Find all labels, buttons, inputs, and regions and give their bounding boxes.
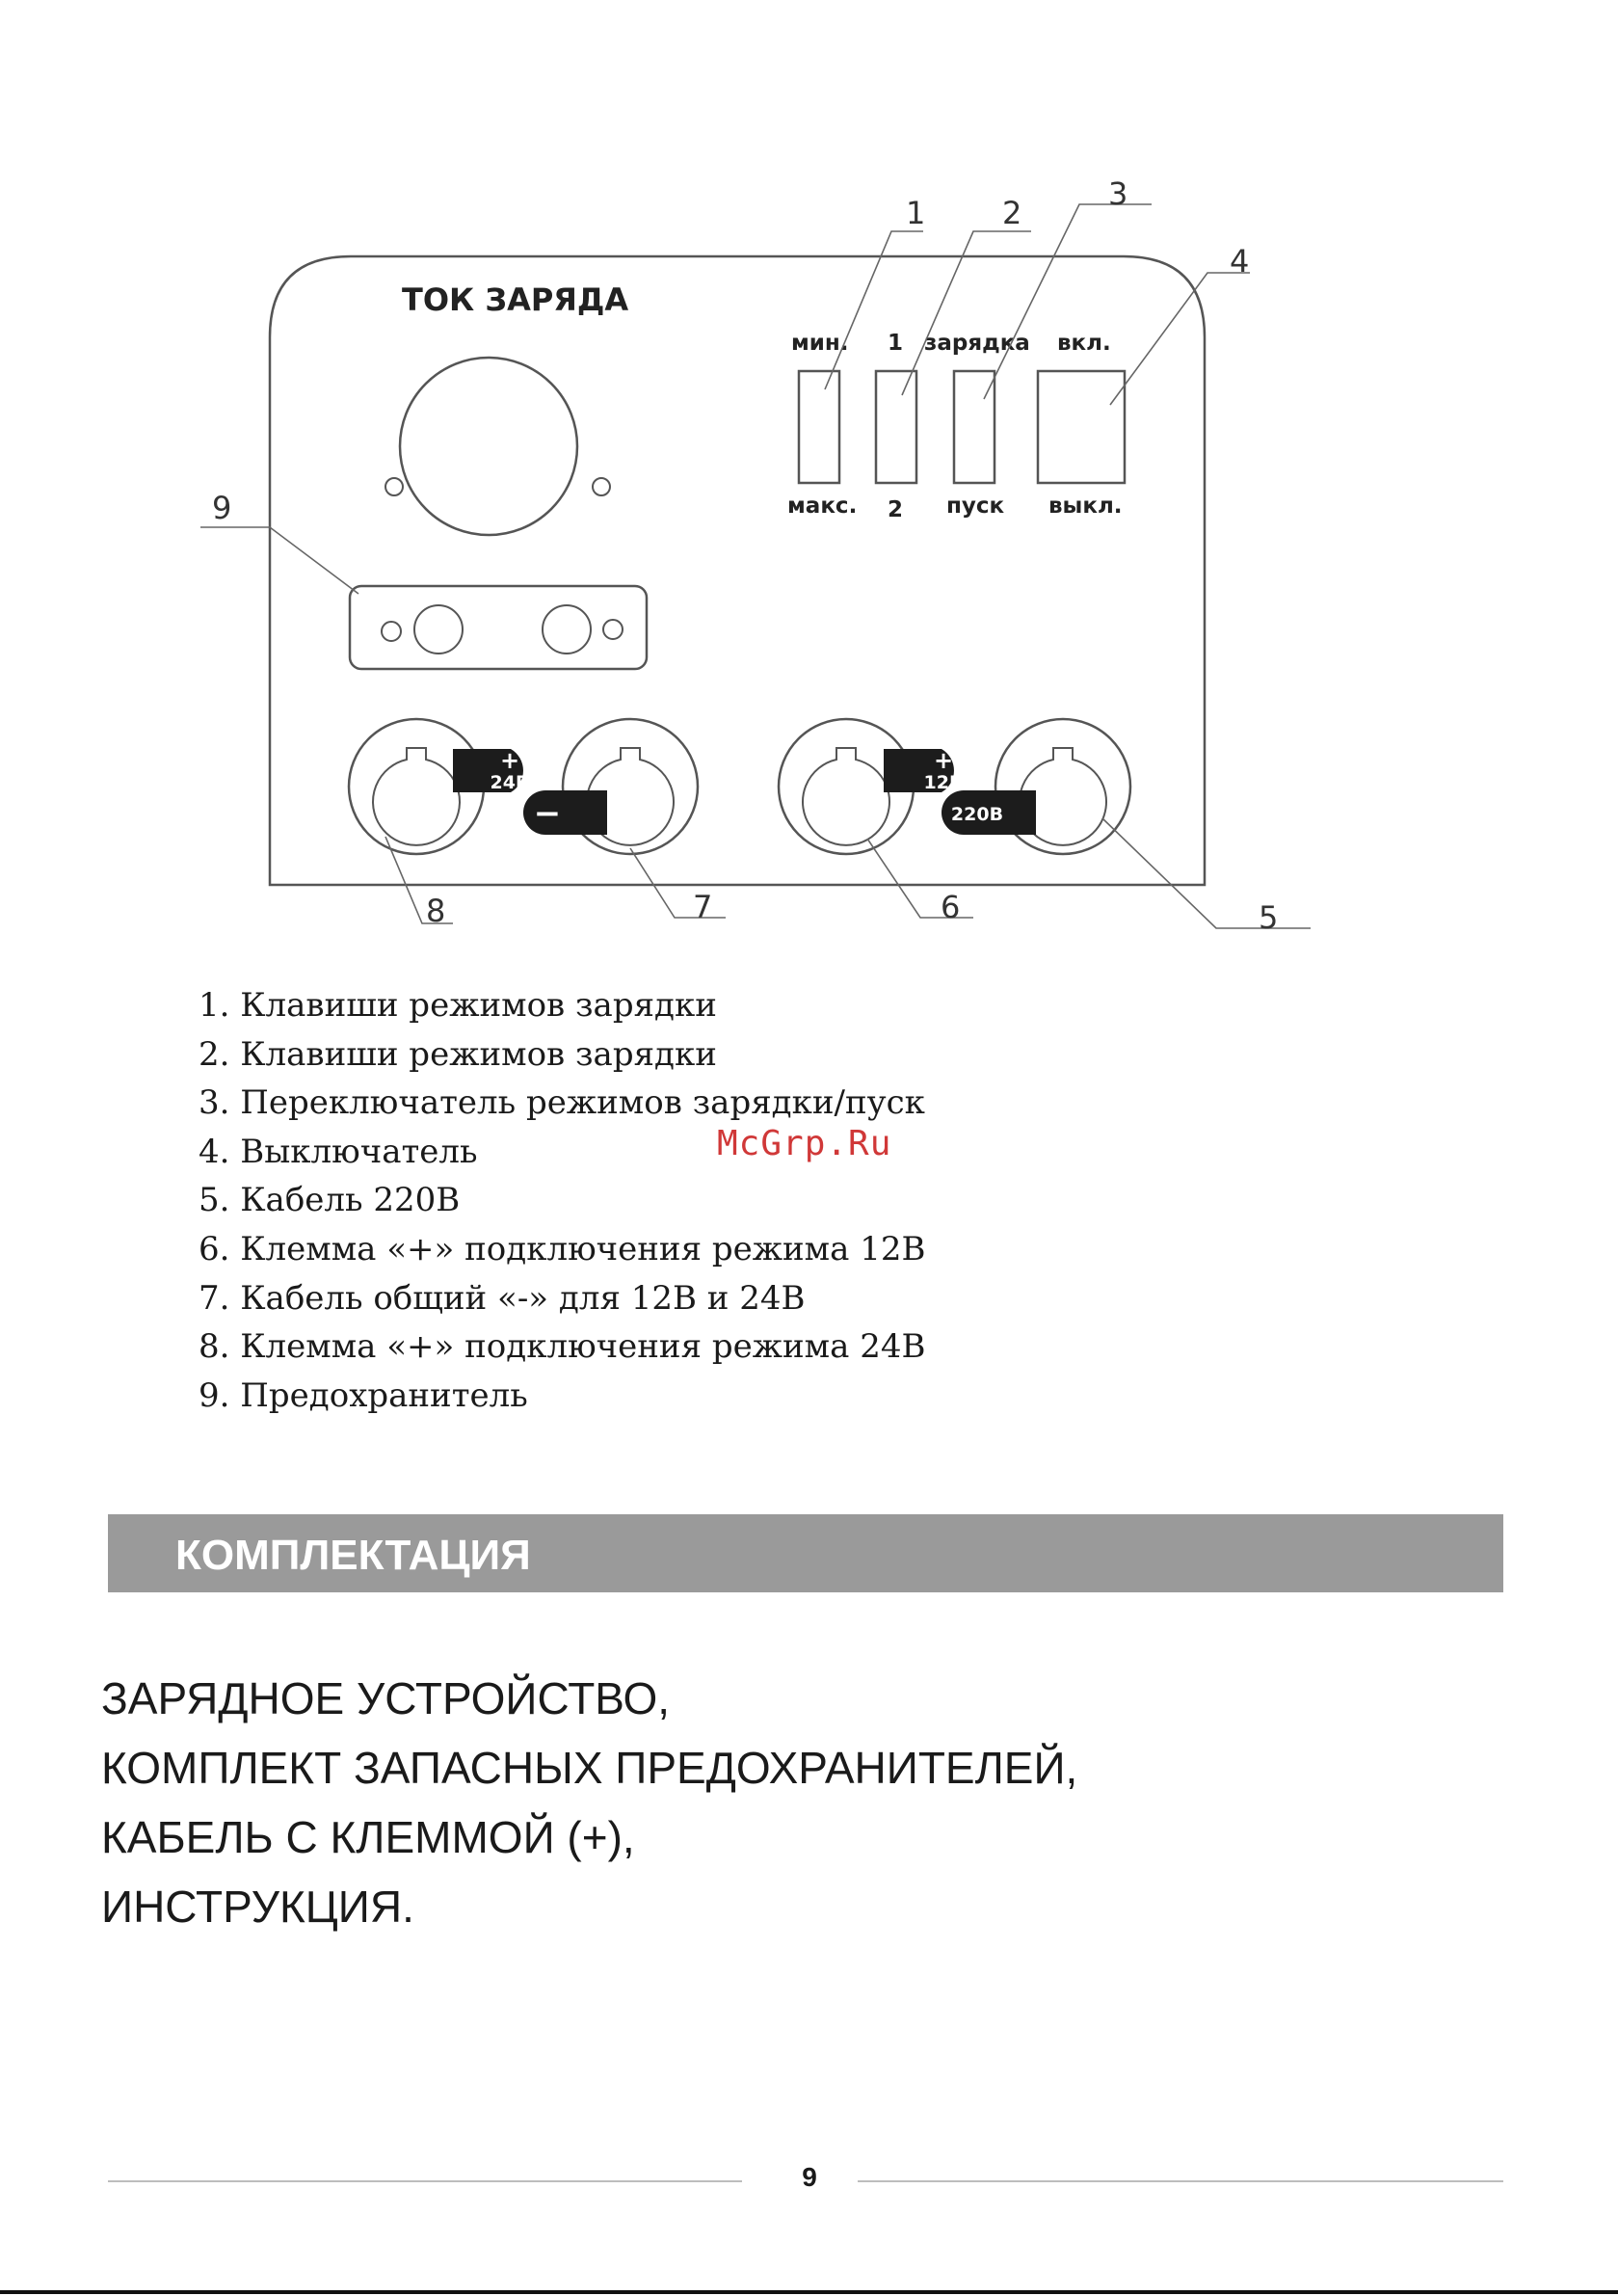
legend-item: 3. Переключатель режимов зарядки/пуск [199,1083,925,1123]
legend-item: 9. Предохранитель [199,1375,528,1415]
callout-4: 4 [1230,243,1250,280]
fuse-holder-right [543,605,591,654]
badge-220v-label: 220В [950,804,1004,825]
switch-label-1: 1 [888,331,904,356]
fuse-holder-left [414,605,463,654]
badge-plus-12v-sign: + [933,747,954,774]
badge-12v-label: 12В [923,772,964,793]
kit-item: ЗАРЯДНОЕ УСТРОЙСТВО, [101,1673,671,1723]
callout-7: 7 [693,889,713,925]
kit-item: ИНСТРУКЦИЯ. [101,1882,414,1932]
fuse-block [350,586,647,669]
callout-8: 8 [426,893,446,929]
legend-item: 4. Выключатель [199,1132,478,1171]
callout-3: 3 [1108,175,1128,212]
legend-item: 5. Кабель 220В [199,1181,461,1220]
switch-label-2: 2 [888,497,904,522]
panel-title: ТОК ЗАРЯДА [402,281,629,318]
terminal-12v-keyed [803,748,889,845]
fuse-screw-left [382,622,401,641]
charger-panel-diagram [0,0,1618,964]
switch-label-charge: зарядка [924,331,1030,356]
diagram-legend [199,981,925,1420]
knob-screw-left [385,478,403,495]
switch-label-off: выкл. [1048,494,1123,519]
footer-divider-right [858,2180,1503,2182]
badge-plus-24v-sign: + [499,747,520,774]
section-header [108,1514,1503,1592]
switch-label-start: пуск [946,494,1005,519]
callout-leaders [200,204,1311,928]
switch-label-max: макс. [787,494,858,519]
callout-9: 9 [212,490,232,526]
page-bottom-edge [0,2290,1618,2294]
charge-knob [400,358,577,535]
switch-1-2 [876,371,916,483]
badge-24v-label: 24В [490,772,530,793]
power-switch [1038,371,1125,483]
section-title: КОМПЛЕКТАЦИЯ [175,1532,531,1579]
legend-item: 8. Клемма «+» подключения режима 24В [199,1327,926,1367]
legend-item: 6. Клемма «+» подключения режима 12В [199,1229,926,1268]
kit-item: КАБЕЛЬ С КЛЕММОЙ (+), [101,1812,635,1862]
switch-charge-start [954,371,995,483]
page-number: 9 [802,2162,817,2192]
knob-screw-right [593,478,610,495]
footer-divider-left [108,2180,742,2182]
legend-item: 2. Клавиши режимов зарядки [199,1034,717,1074]
legend-item: 1. Клавиши режимов зарядки [199,986,717,1025]
legend-item: 7. Кабель общий «-» для 12В и 24В [199,1278,806,1318]
switch-label-on: вкл. [1057,331,1111,356]
kit-list [101,1664,1077,1941]
callout-5: 5 [1259,899,1279,936]
callout-6: 6 [941,889,961,925]
watermark: McGrp.Ru [717,1124,892,1163]
kit-item: КОМПЛЕКТ ЗАПАСНЫХ ПРЕДОХРАНИТЕЛЕЙ, [101,1743,1078,1793]
switch-label-min: мин. [791,331,849,356]
fuse-screw-right [603,620,623,639]
callout-1: 1 [906,195,926,231]
badge-minus-sign: − [533,794,562,833]
callout-2: 2 [1002,195,1022,231]
terminal-24v-keyed [373,748,460,845]
switch-min-max [799,371,839,483]
